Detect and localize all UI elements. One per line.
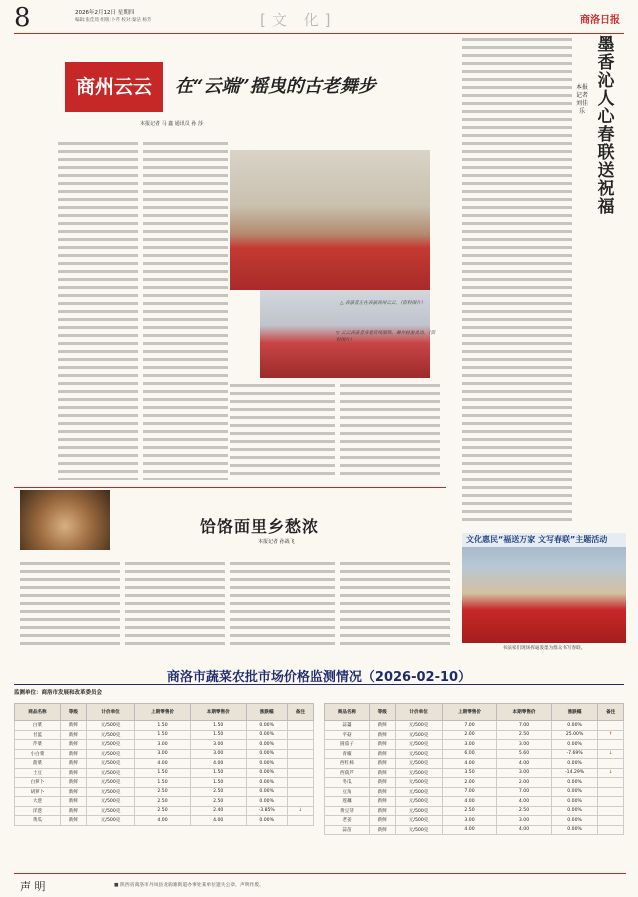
table-cell: 元/500克 bbox=[395, 825, 442, 835]
second-article-column-3 bbox=[230, 560, 335, 650]
table-cell: 新鲜 bbox=[369, 825, 395, 835]
table-cell: 4.00 bbox=[442, 825, 497, 835]
right-article-author: 本报记者 刘佳乐 bbox=[575, 84, 588, 115]
table-cell bbox=[287, 730, 313, 740]
table-cell: 新鲜 bbox=[369, 721, 395, 731]
table-cell bbox=[598, 787, 624, 797]
table-row bbox=[15, 816, 314, 826]
table-cell: 0.00% bbox=[551, 816, 598, 826]
right-article-body bbox=[462, 36, 572, 526]
table-cell: 元/500克 bbox=[86, 740, 134, 750]
table-cell: 3.00 bbox=[190, 740, 246, 750]
column-header: 等级 bbox=[369, 704, 395, 721]
table-cell: 2.50 bbox=[190, 787, 246, 797]
table-cell bbox=[287, 721, 313, 731]
table-cell: 元/500克 bbox=[86, 730, 134, 740]
table-cell: 2.00 bbox=[442, 730, 497, 740]
table-cell: 新鲜 bbox=[60, 749, 86, 759]
table-cell: 3.00 bbox=[497, 768, 552, 778]
column-header: 计价单位 bbox=[395, 704, 442, 721]
table-cell bbox=[287, 768, 313, 778]
table-cell: 0.00% bbox=[246, 787, 287, 797]
table-cell: 豆角 bbox=[325, 787, 370, 797]
main-article-column-4 bbox=[230, 382, 335, 477]
table-cell: 1.50 bbox=[135, 721, 191, 731]
table-cell: -3.85% bbox=[246, 806, 287, 816]
table-cell: ↓ bbox=[287, 806, 313, 816]
table-cell: 25.00% bbox=[551, 730, 598, 740]
table-cell bbox=[287, 749, 313, 759]
column-header: 上期零售价 bbox=[442, 704, 497, 721]
table-cell: 元/500克 bbox=[395, 759, 442, 769]
table-cell: 3.00 bbox=[190, 749, 246, 759]
second-article-column-2 bbox=[125, 560, 225, 650]
table-cell: 元/500克 bbox=[86, 787, 134, 797]
table-cell: 3.50 bbox=[442, 768, 497, 778]
second-article-byline: 本报记者 孙战飞 bbox=[258, 539, 295, 545]
table-cell: 黄瓜 bbox=[15, 816, 61, 826]
table-cell: 元/500克 bbox=[86, 806, 134, 816]
table-cell: 元/500克 bbox=[86, 778, 134, 788]
calligraphy-photo-caption: 书法家们现场挥毫泼墨为群众书写春联。 bbox=[502, 646, 586, 651]
table-cell: 元/500克 bbox=[86, 749, 134, 759]
table-cell: 元/500克 bbox=[395, 749, 442, 759]
table-cell: 老姜 bbox=[325, 816, 370, 826]
table-cell: 新鲜 bbox=[60, 768, 86, 778]
column-header: 等级 bbox=[60, 704, 86, 721]
column-header: 备注 bbox=[287, 704, 313, 721]
table-cell bbox=[598, 806, 624, 816]
table-cell: 0.00% bbox=[246, 730, 287, 740]
table-cell: 圆茄子 bbox=[325, 740, 370, 750]
table-cell: 新鲜 bbox=[369, 740, 395, 750]
table-row bbox=[325, 740, 624, 750]
table-row bbox=[15, 740, 314, 750]
table-cell: 2.50 bbox=[497, 806, 552, 816]
table-cell: 白菜 bbox=[15, 721, 61, 731]
table-cell: 4.00 bbox=[190, 759, 246, 769]
table-row bbox=[15, 778, 314, 788]
right-article-title: 墨香沁人心 春联送祝福 bbox=[597, 35, 615, 217]
table-cell: 土豆 bbox=[15, 768, 61, 778]
monitoring-unit: 监测单位：商洛市发展和改革委员会 bbox=[14, 690, 103, 696]
main-article-column-3 bbox=[340, 382, 440, 477]
table-cell: 0.00% bbox=[246, 797, 287, 807]
table-cell: 新鲜 bbox=[369, 816, 395, 826]
table-cell: 黄豆芽 bbox=[325, 806, 370, 816]
main-article-column-1 bbox=[58, 140, 138, 480]
table-row bbox=[325, 730, 624, 740]
column-header: 涨跌幅 bbox=[551, 704, 598, 721]
price-table-right bbox=[324, 703, 624, 835]
table-cell bbox=[287, 787, 313, 797]
table-cell: 7.00 bbox=[497, 787, 552, 797]
table-cell: 新鲜 bbox=[369, 759, 395, 769]
table-row bbox=[15, 806, 314, 816]
table-cell bbox=[287, 797, 313, 807]
table-cell: 元/500克 bbox=[395, 806, 442, 816]
table-cell bbox=[598, 721, 624, 731]
table-cell: 0.00% bbox=[551, 825, 598, 835]
table-row bbox=[15, 721, 314, 731]
table-row bbox=[325, 797, 624, 807]
table-cell: 4.00 bbox=[135, 816, 191, 826]
table-cell: 芹菜 bbox=[15, 740, 61, 750]
table-cell: 2.00 bbox=[442, 778, 497, 788]
table-cell: 3.00 bbox=[442, 740, 497, 750]
second-article-column-1 bbox=[20, 560, 120, 650]
table-cell: 新鲜 bbox=[369, 730, 395, 740]
column-header: 备注 bbox=[598, 704, 624, 721]
table-cell: 元/500克 bbox=[395, 787, 442, 797]
column-header: 本期零售价 bbox=[190, 704, 246, 721]
table-row bbox=[325, 721, 624, 731]
table-cell: 4.00 bbox=[442, 759, 497, 769]
table-cell: 新鲜 bbox=[369, 778, 395, 788]
table-cell: 2.50 bbox=[442, 806, 497, 816]
table-cell: -14.29% bbox=[551, 768, 598, 778]
second-article-column-4 bbox=[340, 560, 450, 650]
table-cell bbox=[287, 759, 313, 769]
table-cell: 菠菜 bbox=[15, 759, 61, 769]
table-cell: 3.00 bbox=[135, 749, 191, 759]
table-row bbox=[325, 759, 624, 769]
table-cell: 胡萝卜 bbox=[15, 787, 61, 797]
table-cell: 2.50 bbox=[135, 797, 191, 807]
table-cell bbox=[598, 740, 624, 750]
table-cell: 大葱 bbox=[15, 797, 61, 807]
table-row bbox=[325, 787, 624, 797]
table-cell: 西红柿 bbox=[325, 759, 370, 769]
dance-photo-1 bbox=[230, 150, 430, 290]
footer bbox=[14, 873, 626, 893]
table-cell: 3.00 bbox=[135, 740, 191, 750]
table-cell: 平菇 bbox=[325, 730, 370, 740]
table-cell: 1.50 bbox=[190, 768, 246, 778]
table-row bbox=[15, 759, 314, 769]
table-cell: 新鲜 bbox=[60, 730, 86, 740]
table-cell: 新鲜 bbox=[369, 806, 395, 816]
column-header: 商品名称 bbox=[15, 704, 61, 721]
column-header: 计价单位 bbox=[86, 704, 134, 721]
table-cell: 新鲜 bbox=[60, 816, 86, 826]
table-cell: 0.00% bbox=[246, 768, 287, 778]
page-number: 8 bbox=[14, 3, 31, 33]
noodle-photo bbox=[20, 490, 110, 550]
table-cell bbox=[598, 759, 624, 769]
table-cell: 4.00 bbox=[190, 816, 246, 826]
table-cell: 元/500克 bbox=[395, 730, 442, 740]
table-cell bbox=[598, 825, 624, 835]
table-row bbox=[15, 768, 314, 778]
table-cell: 元/500克 bbox=[395, 778, 442, 788]
table-cell: 5.60 bbox=[497, 749, 552, 759]
table-cell: 0.00% bbox=[551, 721, 598, 731]
table-cell: 冬瓜 bbox=[325, 778, 370, 788]
table-cell: ↓ bbox=[598, 768, 624, 778]
table-row bbox=[325, 749, 624, 759]
table-cell: 新鲜 bbox=[60, 778, 86, 788]
column-header: 涨跌幅 bbox=[246, 704, 287, 721]
table-cell: 新鲜 bbox=[369, 797, 395, 807]
table-cell: 白萝卜 bbox=[15, 778, 61, 788]
table-cell: 0.00% bbox=[551, 787, 598, 797]
table-cell: 新鲜 bbox=[60, 806, 86, 816]
section-divider bbox=[14, 487, 446, 488]
table-cell: 2.50 bbox=[135, 787, 191, 797]
table-cell: 0.00% bbox=[551, 797, 598, 807]
table-cell bbox=[287, 816, 313, 826]
table-cell: 2.50 bbox=[190, 797, 246, 807]
table-cell: 西葫芦 bbox=[325, 768, 370, 778]
table-row bbox=[15, 749, 314, 759]
table-cell: 0.00% bbox=[551, 759, 598, 769]
table-cell: 1.50 bbox=[135, 778, 191, 788]
table-cell: 元/500克 bbox=[86, 768, 134, 778]
table-cell: 0.00% bbox=[551, 806, 598, 816]
table-row bbox=[15, 787, 314, 797]
table-cell: 新鲜 bbox=[369, 749, 395, 759]
main-article-banner bbox=[65, 62, 400, 112]
table-cell: 1.50 bbox=[190, 721, 246, 731]
main-article-byline: 本报记者 马 鑫 通讯员 孙 莎 bbox=[140, 121, 203, 127]
footer-label: 声 明 bbox=[20, 880, 46, 893]
calligraphy-photo-banner: 文化惠民“福送万家 文写春联”主题活动 bbox=[462, 533, 626, 547]
table-cell: 0.00% bbox=[246, 778, 287, 788]
table-cell: 0.00% bbox=[246, 740, 287, 750]
table-cell: 新鲜 bbox=[60, 787, 86, 797]
table-cell bbox=[287, 778, 313, 788]
table-cell: 蒜苗 bbox=[325, 825, 370, 835]
main-article-column-2 bbox=[143, 140, 228, 480]
table-row bbox=[325, 768, 624, 778]
header-rule bbox=[14, 33, 624, 34]
paper-logo: 商洛日报 bbox=[580, 15, 620, 26]
table-cell: 7.00 bbox=[497, 721, 552, 731]
main-article-subtitle: 在“云端”摇曳的古老舞步 bbox=[175, 76, 376, 97]
table-cell: 新鲜 bbox=[60, 797, 86, 807]
issue-date: 2026年2月12日 星期四 bbox=[75, 10, 135, 16]
table-row bbox=[325, 806, 624, 816]
market-table-title: 商洛市蔬菜农批市场价格监测情况（2026-02-10） bbox=[166, 670, 472, 685]
table-cell: 2.00 bbox=[497, 778, 552, 788]
editor-credits: 编辑:张佳琦 组版:卜芹 校对:秦洁 杨芳 bbox=[75, 18, 152, 23]
table-cell: 新鲜 bbox=[60, 740, 86, 750]
table-cell: 2.50 bbox=[497, 730, 552, 740]
table-cell bbox=[287, 740, 313, 750]
table-cell: 小白菜 bbox=[15, 749, 61, 759]
table-cell: 元/500克 bbox=[86, 721, 134, 731]
page-header bbox=[0, 0, 638, 36]
table-cell: 4.00 bbox=[442, 797, 497, 807]
table-cell: 莲藕 bbox=[325, 797, 370, 807]
photo-caption-2: ▽ 云云表演者身着传统服饰，舞步轻盈灵动。（资料图片） bbox=[336, 331, 436, 343]
calligraphy-photo bbox=[462, 533, 626, 643]
table-cell: 7.00 bbox=[442, 721, 497, 731]
table-cell: 0.00% bbox=[246, 816, 287, 826]
table-cell: 1.50 bbox=[190, 778, 246, 788]
table-cell: 1.50 bbox=[190, 730, 246, 740]
table-cell: 甘蓝 bbox=[15, 730, 61, 740]
table-row bbox=[325, 816, 624, 826]
table-cell: 7.00 bbox=[442, 787, 497, 797]
table-cell: 1.50 bbox=[135, 768, 191, 778]
table-cell: 6.00 bbox=[442, 749, 497, 759]
section-name: [文 化] bbox=[260, 11, 337, 29]
table-cell bbox=[598, 778, 624, 788]
footer-notice: ■ 陕西省商洛市丹凤县龙驹寨街道办事处某单位遗失公章，声明作废。 bbox=[114, 883, 264, 888]
table-cell: 0.00% bbox=[551, 778, 598, 788]
table-cell: 元/500克 bbox=[395, 797, 442, 807]
table-cell: 元/500克 bbox=[86, 797, 134, 807]
table-cell: ↓ bbox=[598, 749, 624, 759]
table-cell: 洋葱 bbox=[15, 806, 61, 816]
table-cell bbox=[598, 816, 624, 826]
table-row bbox=[15, 730, 314, 740]
table-cell: 4.00 bbox=[135, 759, 191, 769]
table-row bbox=[325, 778, 624, 788]
photo-caption-1: △ 表演者正在表演商州云云。（资料图片） bbox=[340, 301, 426, 306]
table-cell: 新鲜 bbox=[60, 721, 86, 731]
price-table-left bbox=[14, 703, 314, 826]
table-cell: 0.00% bbox=[551, 740, 598, 750]
table-cell: ↑ bbox=[598, 730, 624, 740]
main-article-title: 商州云云 bbox=[65, 62, 163, 112]
table-cell: 3.00 bbox=[442, 816, 497, 826]
column-header: 商品名称 bbox=[325, 704, 370, 721]
table-row bbox=[15, 797, 314, 807]
table-row bbox=[325, 825, 624, 835]
column-header: 上期零售价 bbox=[135, 704, 191, 721]
table-cell: -7.69% bbox=[551, 749, 598, 759]
table-cell: 4.00 bbox=[497, 759, 552, 769]
table-cell: 元/500克 bbox=[395, 768, 442, 778]
table-cell: 新鲜 bbox=[60, 759, 86, 769]
table-cell: 0.00% bbox=[246, 749, 287, 759]
second-article-title: 饸饹面里乡愁浓 bbox=[200, 517, 320, 536]
table-cell: 青椒 bbox=[325, 749, 370, 759]
table-cell: 4.00 bbox=[497, 797, 552, 807]
column-header: 本期零售价 bbox=[497, 704, 552, 721]
table-cell: 新鲜 bbox=[369, 787, 395, 797]
table-cell: 新鲜 bbox=[369, 768, 395, 778]
table-cell: 4.00 bbox=[497, 825, 552, 835]
table-cell: 3.00 bbox=[497, 740, 552, 750]
table-cell: 元/500克 bbox=[395, 816, 442, 826]
table-cell: 2.50 bbox=[135, 806, 191, 816]
table-cell bbox=[598, 797, 624, 807]
table-cell: 3.00 bbox=[497, 816, 552, 826]
table-cell: 0.00% bbox=[246, 759, 287, 769]
table-cell: 0.00% bbox=[246, 721, 287, 731]
table-cell: 元/500克 bbox=[395, 721, 442, 731]
table-cell: 1.50 bbox=[135, 730, 191, 740]
table-cell: 元/500克 bbox=[86, 759, 134, 769]
table-cell: 元/500克 bbox=[395, 740, 442, 750]
market-divider bbox=[14, 684, 624, 694]
table-cell: 蒜薹 bbox=[325, 721, 370, 731]
table-cell: 2.40 bbox=[190, 806, 246, 816]
table-cell: 元/500克 bbox=[86, 816, 134, 826]
